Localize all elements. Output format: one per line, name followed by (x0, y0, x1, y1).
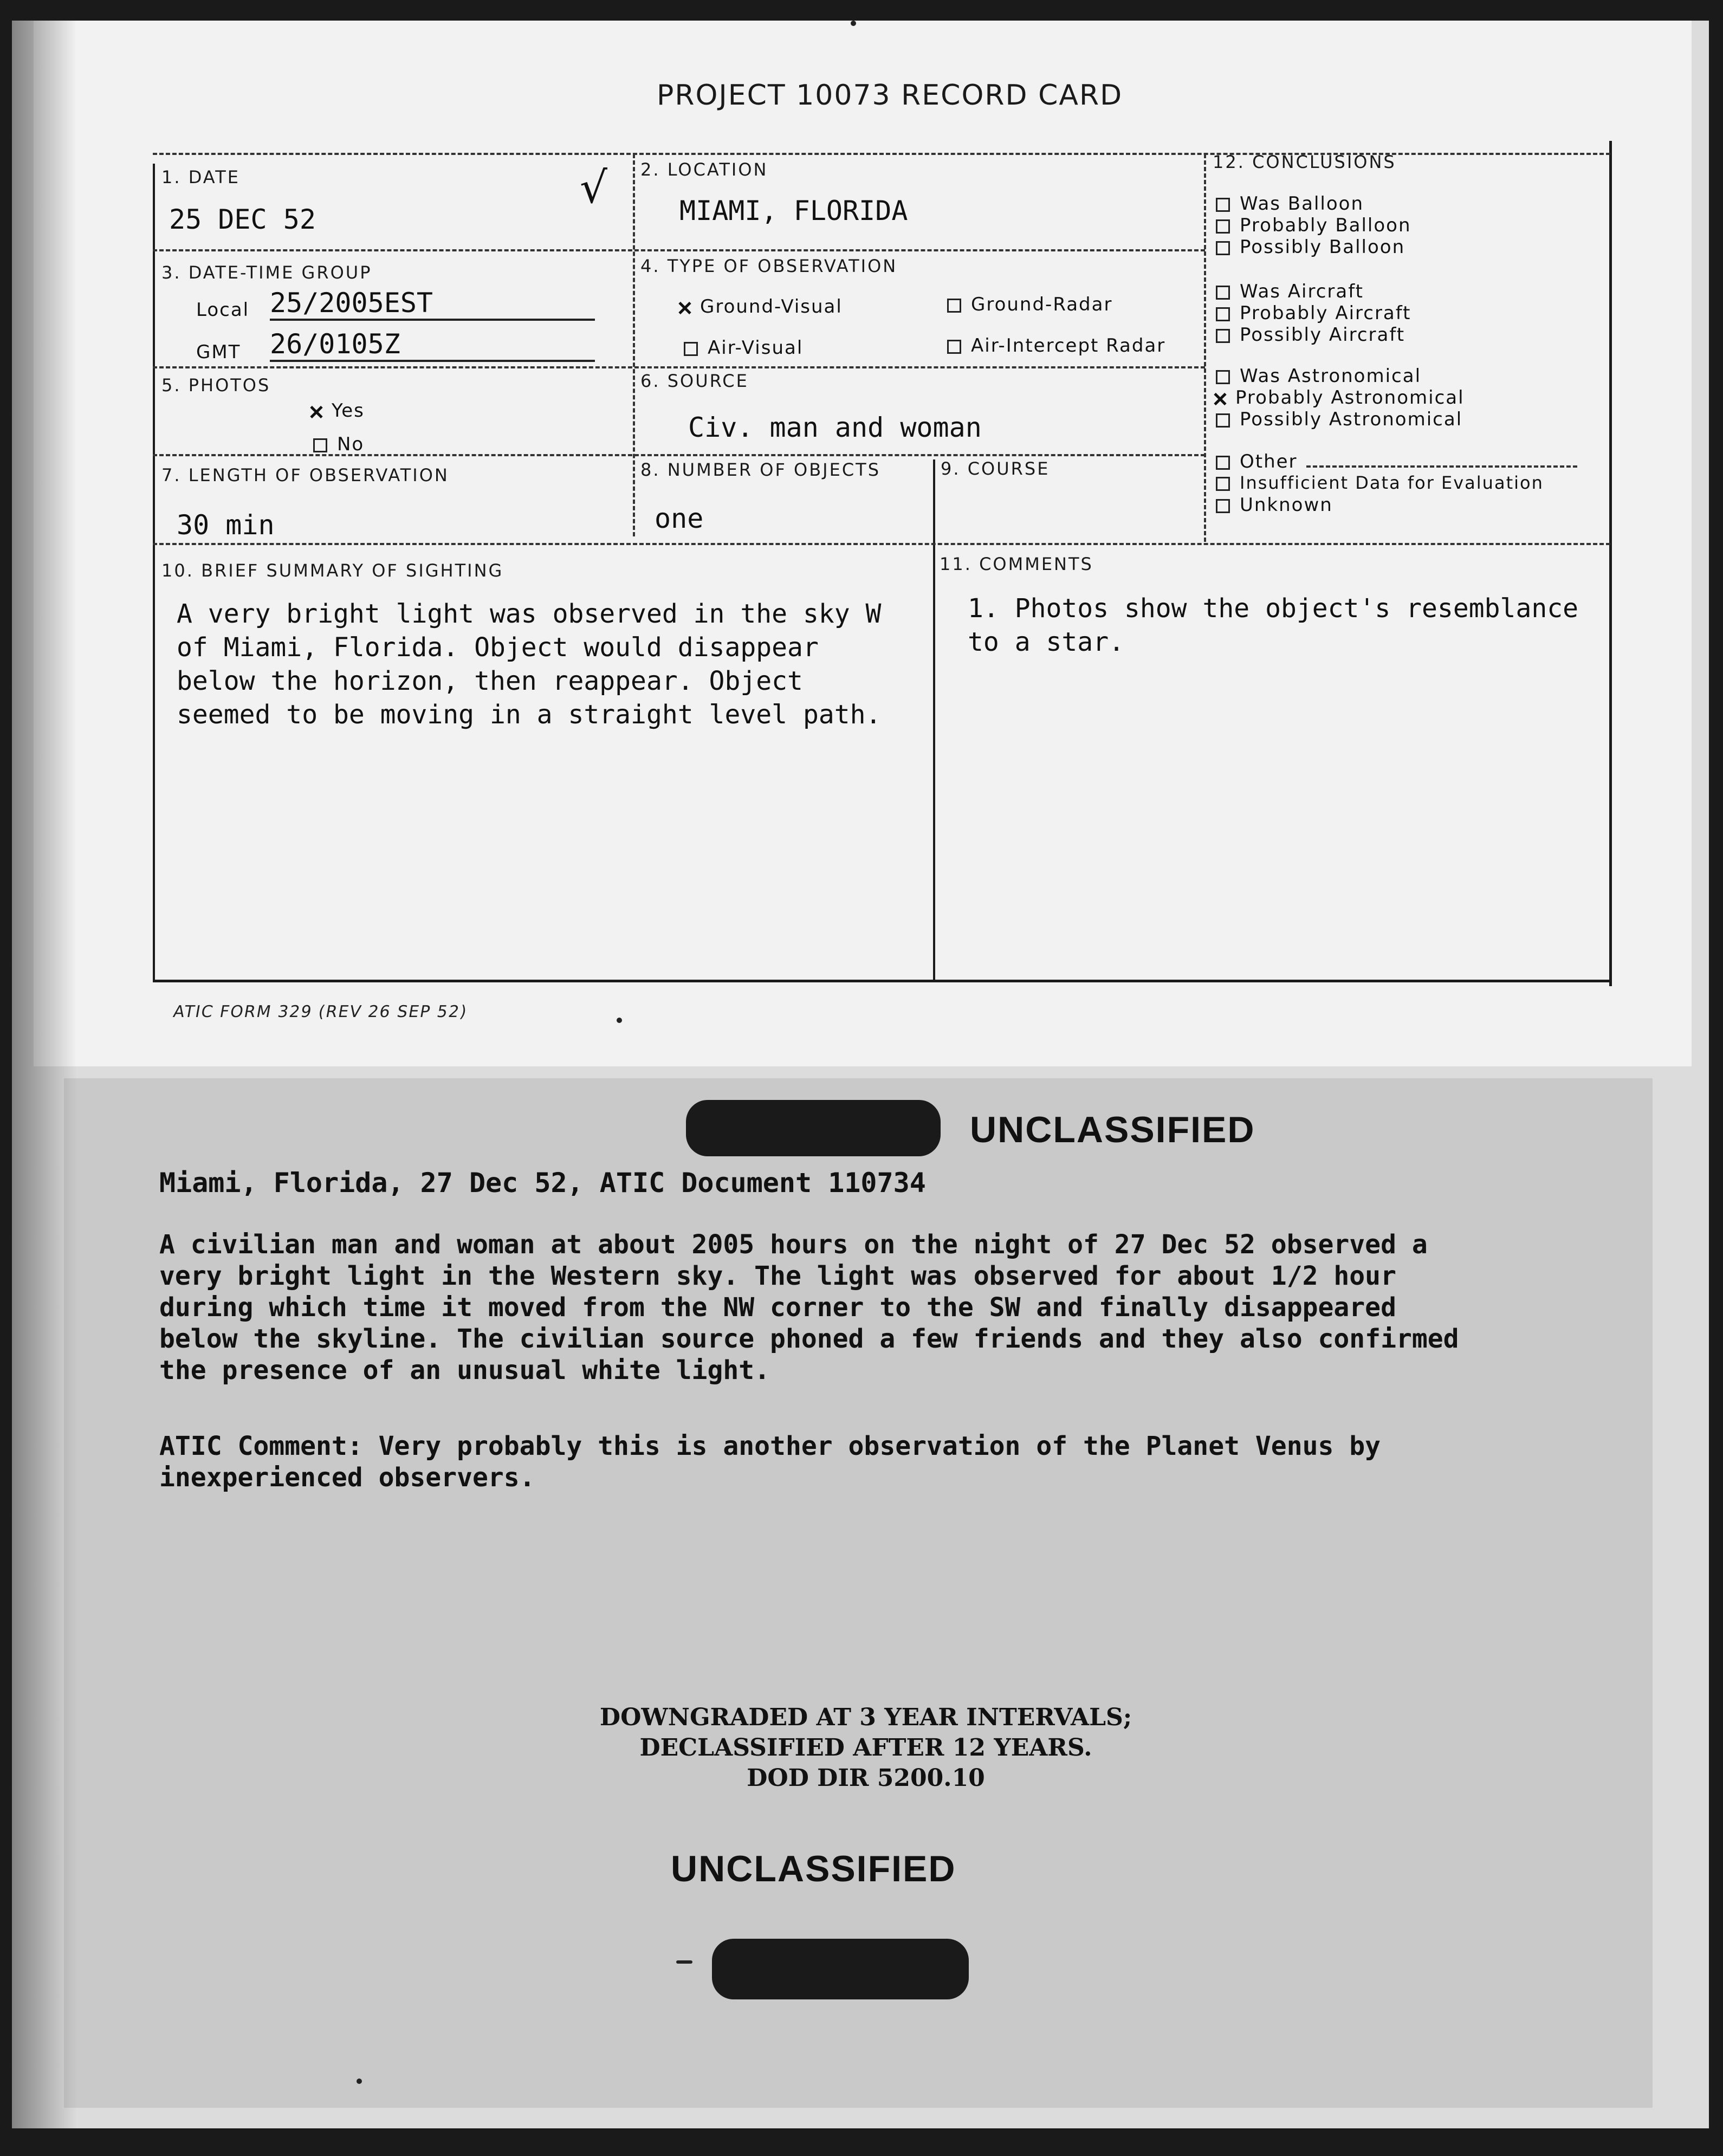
other-blank-line (1306, 465, 1577, 468)
atic-comment-line: ATIC Comment: Very probably this is another observation of the Planet Venus by (159, 1431, 1381, 1461)
local-time-label: Local (196, 299, 250, 321)
atic-comment-line: inexperienced observers. (159, 1462, 535, 1493)
checkbox-icon (947, 299, 961, 313)
report-body-line: A civilian man and woman at about 2005 hours on the night of 27 Dec 52 observed a (159, 1229, 1428, 1260)
conclusion-unknown (1216, 494, 1333, 516)
redaction-block-bottom (712, 1939, 969, 1999)
local-time-value: 25/2005EST (270, 287, 595, 321)
option-text: Was Aircraft (1240, 281, 1364, 302)
summary-line: A very bright light was observed in the sky W (177, 599, 882, 629)
report-body-line: during which time it moved from the NW corner to the SW and finally disappeared (159, 1292, 1396, 1323)
option-text: Insufficient Data for Evaluation (1240, 472, 1544, 493)
record-card-form (142, 141, 1622, 989)
number-of-objects-value: one (655, 503, 704, 534)
option-ground-visual (678, 296, 843, 318)
option-photos-yes (310, 400, 365, 422)
col-divider-right (1204, 154, 1206, 542)
course-label: 9. COURSE (941, 458, 1050, 479)
option-text: Air-Visual (708, 337, 804, 359)
checkbox-icon (1216, 219, 1230, 234)
option-text: Possibly Balloon (1240, 236, 1405, 258)
length-of-observation-value: 30 min (177, 509, 275, 541)
option-text: Ground-Visual (700, 296, 843, 318)
row-divider-1 (153, 249, 1205, 251)
option-text: Was Astronomical (1240, 365, 1422, 387)
gmt-time-label: GMT (196, 341, 241, 363)
checkmark: √ (580, 163, 607, 213)
checkbox-icon (1216, 370, 1230, 384)
row-divider-2 (153, 366, 1205, 368)
downgrade-line: DOWNGRADED AT 3 YEAR INTERVALS; (599, 1704, 1132, 1731)
brief-summary-label: 10. BRIEF SUMMARY OF SIGHTING (161, 560, 504, 581)
date-label: 1. DATE (161, 167, 240, 187)
option-text: No (337, 433, 365, 455)
conclusion-was-astronomical (1216, 365, 1421, 387)
scan-frame (12, 21, 1709, 2128)
col-divider-summary (933, 459, 935, 982)
option-text: Air-Intercept Radar (971, 335, 1166, 357)
option-air-visual (684, 337, 803, 359)
option-text: Possibly Aircraft (1240, 324, 1405, 346)
record-card-page (34, 21, 1692, 1066)
card-bottom-border (153, 980, 1611, 982)
gmt-time-value: 26/0105Z (270, 328, 595, 362)
checkbox-icon (1216, 198, 1230, 212)
checkbox-icon (1216, 413, 1230, 428)
comments-text (968, 592, 1612, 659)
row-divider-4 (153, 543, 1610, 545)
option-text: Was Balloon (1240, 193, 1364, 215)
atic-comment (159, 1430, 1381, 1493)
checkbox-icon (1216, 329, 1230, 343)
option-text: Yes (332, 400, 365, 422)
checkbox-icon (1216, 499, 1230, 513)
checkbox-icon (313, 438, 327, 452)
conclusion-insufficient-data (1216, 472, 1544, 493)
summary-line: of Miami, Florida. Object would disappear (177, 632, 819, 663)
checkbox-icon (1216, 456, 1230, 470)
speck (676, 1960, 692, 1964)
comment-line: 1. Photos show the object's resemblance (968, 593, 1579, 624)
col-divider-left (633, 154, 635, 536)
checkbox-icon (1216, 241, 1230, 255)
summary-line: below the horizon, then reappear. Object (177, 666, 803, 696)
card-right-border (1609, 141, 1612, 986)
report-body-line: below the skyline. The civilian source phoned a few friends and they also confirmed (159, 1324, 1459, 1354)
date-value: 25 DEC 52 (169, 204, 316, 235)
downgrade-line: DOD DIR 5200.10 (747, 1764, 985, 1792)
location-label: 2. LOCATION (640, 159, 768, 180)
source-label: 6. SOURCE (640, 371, 749, 391)
report-body-line: very bright light in the Western sky. The light was observed for about 1/2 hour (159, 1261, 1396, 1291)
redaction-block-top (686, 1100, 941, 1156)
checkbox-icon (1216, 307, 1230, 321)
report-body (159, 1229, 1459, 1386)
summary-line: seemed to be moving in a straight level path. (177, 700, 882, 730)
option-text: Probably Aircraft (1240, 302, 1411, 324)
conclusion-was-aircraft (1216, 281, 1364, 302)
checkbox-icon (684, 342, 698, 356)
checked-box-icon (678, 301, 691, 314)
speck (851, 21, 856, 26)
conclusion-was-balloon (1216, 193, 1364, 215)
checkbox-icon (1216, 477, 1230, 491)
downgrade-notice (595, 1702, 1137, 1794)
card-title: PROJECT 10073 RECORD CARD (657, 79, 1123, 112)
checked-box-icon (310, 405, 323, 418)
report-body-line: the presence of an unusual white light. (159, 1355, 770, 1385)
option-text: Probably Astronomical (1235, 387, 1465, 409)
downgrade-line: DECLASSIFIED AFTER 12 YEARS. (639, 1734, 1092, 1762)
form-number: ATIC FORM 329 (REV 26 SEP 52) (171, 1002, 469, 1021)
conclusion-possibly-astronomical (1216, 409, 1462, 430)
option-text: Probably Balloon (1240, 215, 1411, 236)
speck (617, 1018, 622, 1023)
report-heading: Miami, Florida, 27 Dec 52, ATIC Document 110734 (159, 1167, 926, 1199)
conclusions-label: 12. CONCLUSIONS (1213, 152, 1396, 172)
speck (357, 2079, 362, 2084)
checkbox-icon (1216, 286, 1230, 300)
source-value: Civ. man and woman (688, 412, 982, 443)
conclusion-probably-balloon (1216, 215, 1411, 236)
conclusion-possibly-aircraft (1216, 324, 1405, 346)
type-of-observation-label: 4. TYPE OF OBSERVATION (640, 256, 898, 276)
conclusion-other (1216, 451, 1577, 472)
location-value: MIAMI, FLORIDA (679, 195, 908, 226)
option-text: Ground-Radar (971, 294, 1113, 315)
card-left-border (153, 164, 155, 981)
comments-label: 11. COMMENTS (940, 554, 1093, 574)
length-of-observation-label: 7. LENGTH OF OBSERVATION (161, 465, 449, 485)
option-ground-radar (947, 294, 1112, 315)
option-text: Other (1240, 451, 1298, 472)
date-time-group-label: 3. DATE-TIME GROUP (161, 262, 372, 283)
checked-box-icon (1214, 392, 1227, 405)
number-of-objects-label: 8. NUMBER OF OBJECTS (640, 459, 881, 480)
unclassified-stamp-bottom: UNCLASSIFIED (671, 1848, 956, 1889)
scan-shadow (12, 21, 77, 2128)
option-text: Unknown (1240, 494, 1333, 516)
unclassified-stamp-top: UNCLASSIFIED (970, 1109, 1255, 1150)
option-photos-no (313, 433, 364, 455)
brief-summary-text (177, 597, 930, 731)
conclusion-probably-astronomical (1214, 387, 1465, 409)
option-text: Possibly Astronomical (1240, 409, 1463, 430)
option-air-intercept-radar (947, 335, 1165, 357)
checkbox-icon (947, 340, 961, 354)
conclusion-probably-aircraft (1216, 302, 1411, 324)
comment-line: to a star. (968, 627, 1124, 657)
conclusion-possibly-balloon (1216, 236, 1405, 258)
row-divider-3 (153, 454, 1205, 456)
atic-report-page (64, 1078, 1653, 2108)
photos-label: 5. PHOTOS (161, 375, 271, 396)
